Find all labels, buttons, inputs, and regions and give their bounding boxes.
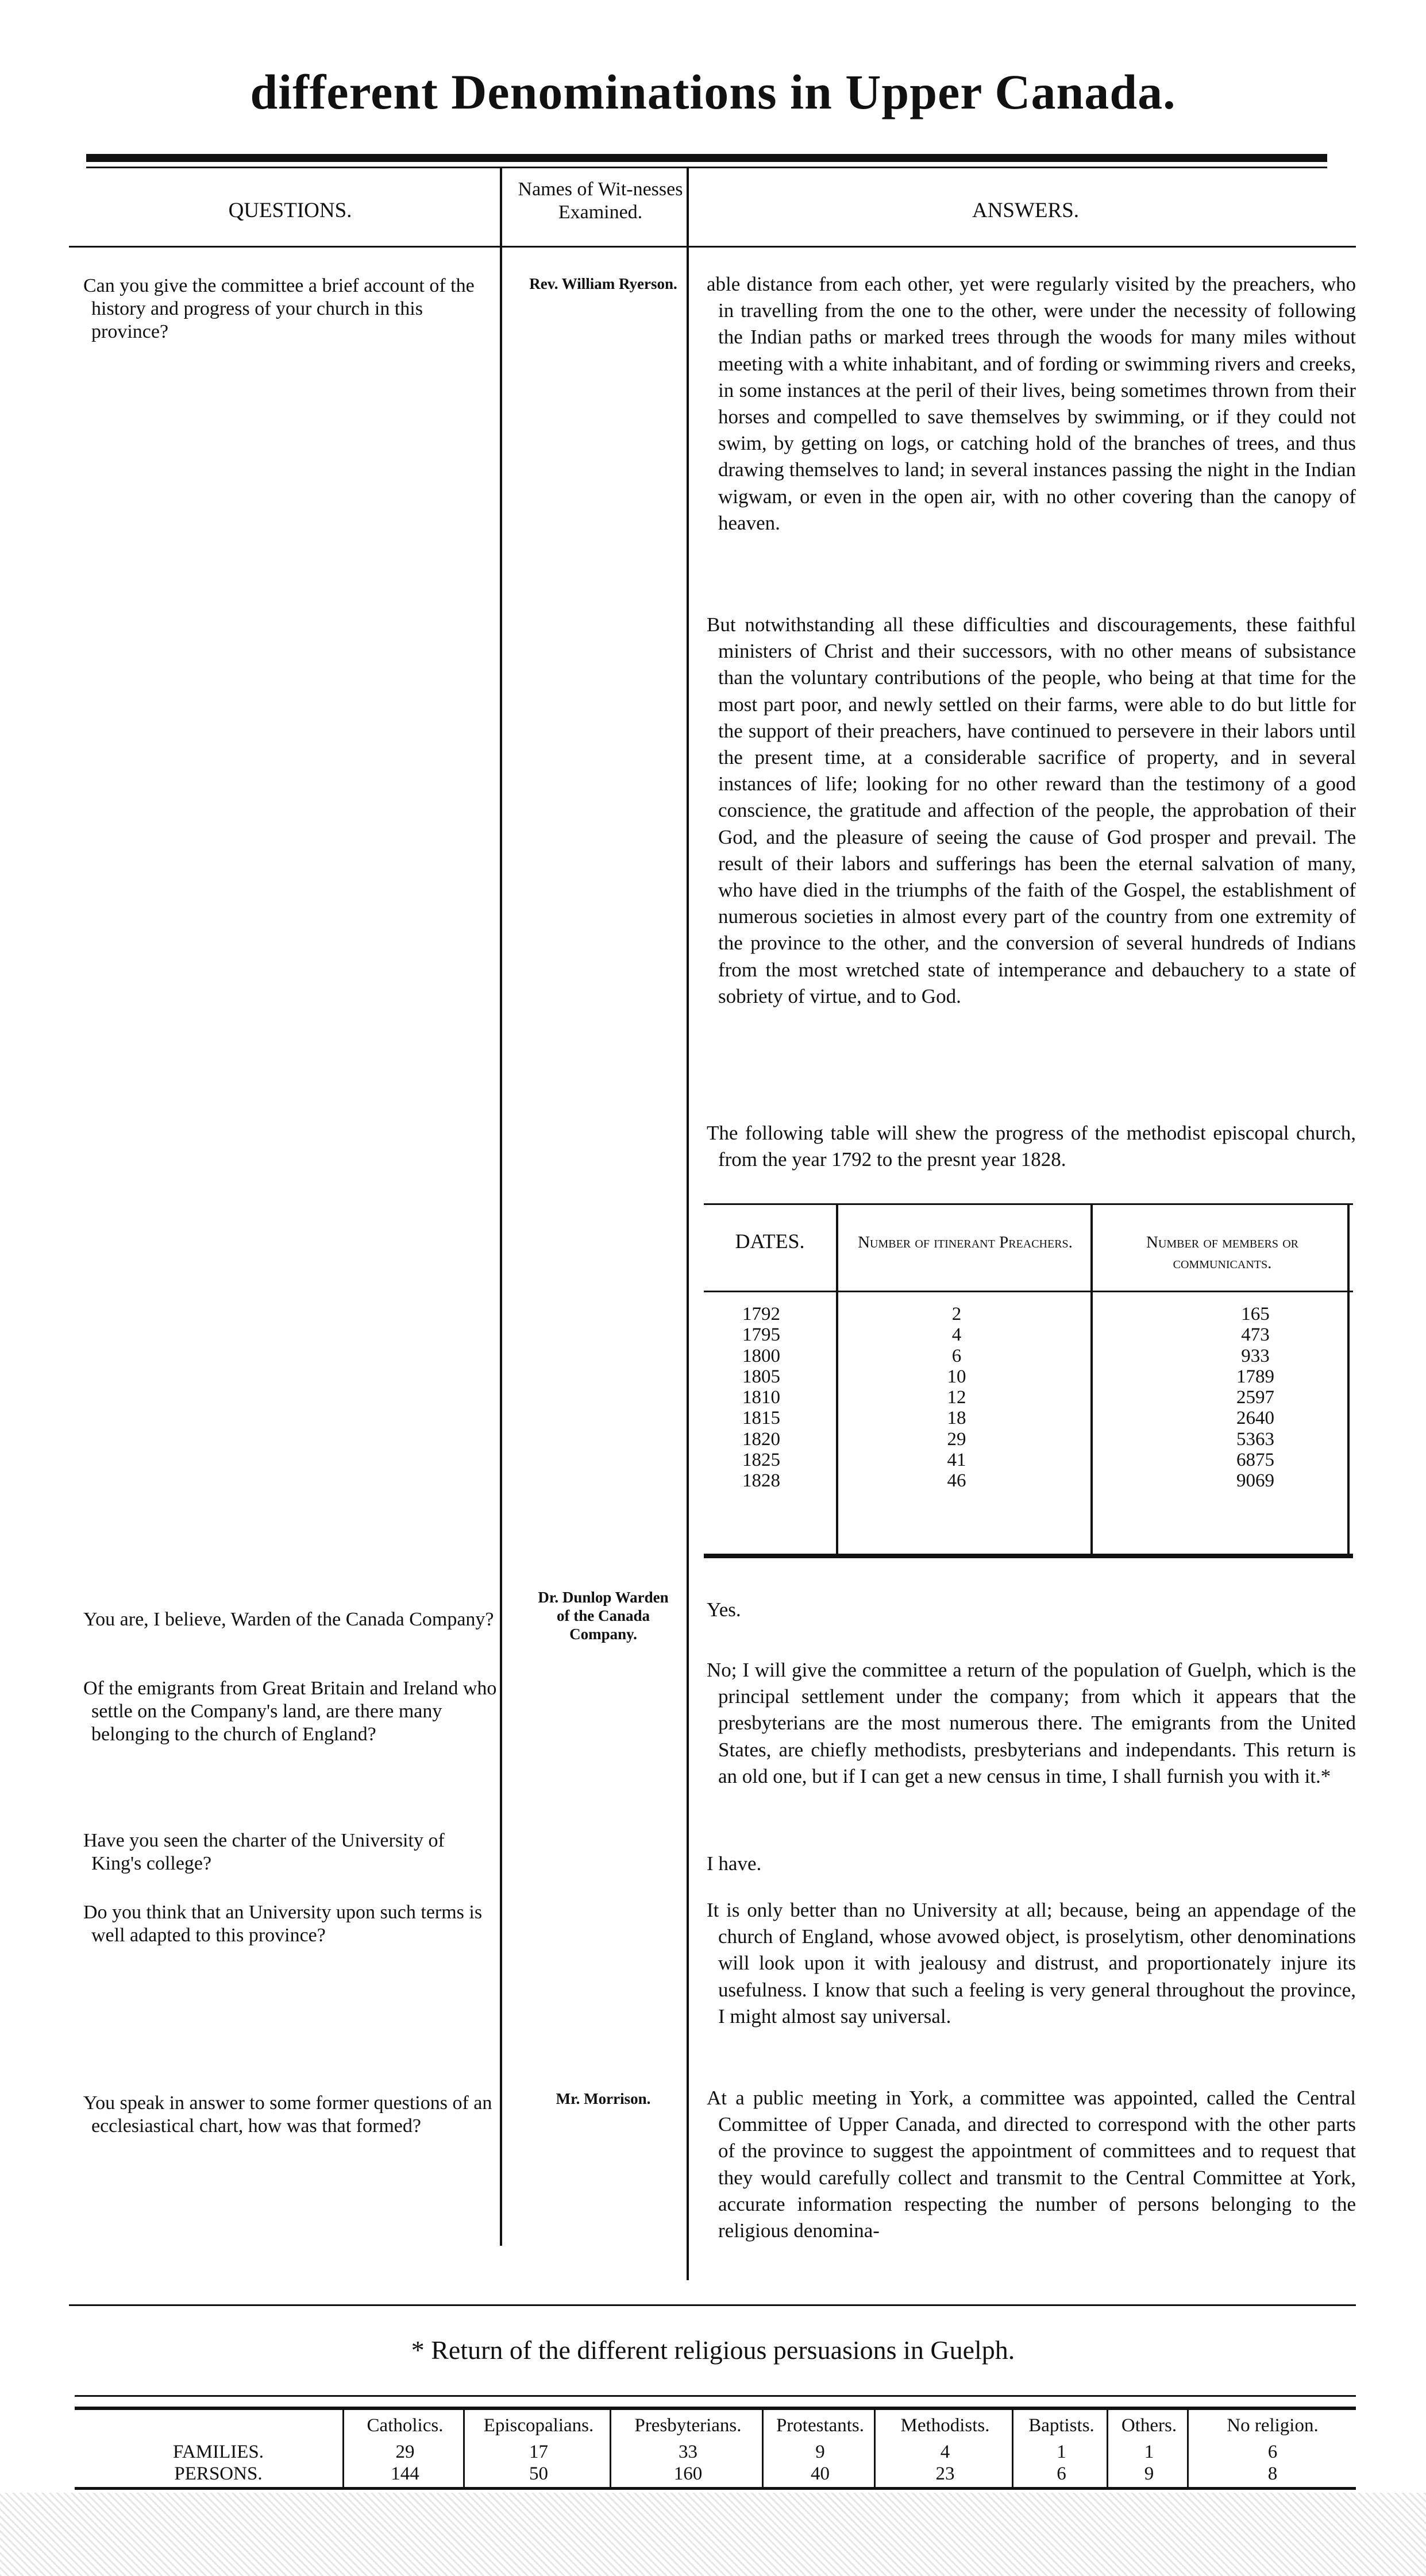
ptable-bottom-rule (704, 1554, 1353, 1558)
guelph-col-header: No religion. (1227, 2415, 1319, 2436)
ptable-cell-members: 5363 (1236, 1428, 1274, 1450)
guelph-col-divider (342, 2407, 344, 2487)
ptable-col-members (1215, 1304, 1296, 1492)
ptable-col-dates (727, 1304, 796, 1492)
ptable-header-preachers: Number of itinerant Preachers. (858, 1233, 1073, 1252)
guelph-col-header: Presbyterians. (634, 2415, 742, 2436)
footer-rule-mid (75, 2395, 1356, 2397)
guelph-col-divider (1187, 2407, 1189, 2487)
ptable-cell-dates: 1810 (742, 1387, 780, 1408)
ptable-cell-dates: 1800 (742, 1345, 780, 1366)
header-rule-thick (86, 154, 1327, 162)
ptable-col-preachers (922, 1304, 991, 1492)
guelph-cell-persons: 6 (1057, 2463, 1066, 2484)
ptable-cell-preachers: 10 (947, 1366, 966, 1387)
guelph-col-header: Protestants. (776, 2415, 865, 2436)
ptable-cell-preachers: 18 (947, 1408, 966, 1429)
ptable-cell-preachers: 4 (951, 1324, 962, 1346)
ptable-div-1 (836, 1203, 838, 1554)
guelph-cell-families: 1 (1144, 2442, 1154, 2462)
col-divider-2 (687, 167, 689, 2280)
page-title: different Denominations in Upper Canada. (250, 64, 1176, 119)
guelph-col-header: Baptists. (1028, 2415, 1094, 2436)
witnesses-header: Names of Wit-nesses Examined. (518, 179, 683, 223)
footer-title: * Return of the different religious persuasions in Guelph. (411, 2335, 1015, 2365)
ptable-header-members: Number of members or communicants. (1146, 1233, 1298, 1272)
ptable-cell-members: 1789 (1236, 1366, 1274, 1387)
guelph-cell-families: 33 (679, 2442, 697, 2462)
ptable-cell-preachers: 12 (947, 1387, 966, 1408)
ptable-cell-preachers: 46 (947, 1470, 966, 1492)
guelph-col-header: Episcopalians. (483, 2415, 594, 2436)
ptable-cell-dates: 1828 (742, 1470, 780, 1492)
ptable-cell-preachers: 29 (947, 1428, 966, 1450)
ptable-div-3 (1347, 1203, 1350, 1554)
answer-history-p3: The following table will shew the progress of the methodist episcopal church, from the year 1792 to the presnt year 1828. (707, 1122, 1356, 1171)
ptable-header-dates: DATES. (735, 1230, 805, 1253)
answer-university: It is only better than no University at all; because, being an appendage of the church of England, whose avowed object, is proselytism, other denominations will look upon it with jealousy and distrust, and proportionately injure its usefulness. I know that such a feeling is very general throughout the province, I might almost say universal. (707, 1899, 1356, 2027)
answer-history-p2: But notwithstanding all these difficulties and discouragements, these faithful ministers of Christ and their successors, with no other means of subsistance than the voluntary contributions of the people, who being at that time for the most part poor, and newly settled on their farms, were able to do but little for the support of their preachers, have continued to persevere in their labors until the present time, at a considerable sacrifice of property, and in several instances of life; looking for no other reward than the testimony of a good conscience, the gratitude and affection of the people, the approbation of their God, and the pleasure of seeing the cause of God prosper and prevail. The result of their labors and sufferings has been the eternal salvation of many, who have died in the triumphs of the faith of the Gospel, the establishment of numerous societies in almost every part of the country from one extremity of the province to the other, and the conversion of several hundreds of Indians from the most wretched state of intemperance and debauchery to a state of sobriety of virtue, and to God. (707, 613, 1356, 1007)
question-charter: Have you seen the charter of the University of King's college? (83, 1830, 445, 1874)
guelph-col-divider (463, 2407, 465, 2487)
ptable-cell-dates: 1805 (742, 1366, 780, 1387)
guelph-col-header: Catholics. (367, 2415, 444, 2436)
answer-warden: Yes. (707, 1598, 741, 1621)
ptable-cell-members: 165 (1241, 1304, 1270, 1324)
witness-morrison: Mr. Morrison. (556, 2090, 651, 2107)
guelph-col-divider (610, 2407, 611, 2487)
answer-chart: At a public meeting in York, a committee was appointed, called the Central Committee of Upper Canada, and directed to correspond with the other parts of the province to suggest the appointment of committees and to request that they would carefully collect and transmit to the Central Committee at York, accurate information respecting the number of persons belonging to the religious denomina- (707, 2087, 1356, 2242)
ptable-cell-members: 6875 (1236, 1450, 1274, 1471)
progress-table (704, 1203, 1353, 1562)
guelph-cell-persons: 9 (1144, 2463, 1154, 2484)
ptable-cell-preachers: 6 (951, 1345, 962, 1366)
guelph-cell-families: 17 (529, 2442, 548, 2462)
guelph-cell-families: 4 (940, 2442, 950, 2462)
header-rule-thin (86, 167, 1327, 168)
question-university: Do you think that an University upon such terms is well adapted to this province? (83, 1902, 483, 1946)
ptable-cell-members: 9069 (1236, 1470, 1274, 1492)
guelph-cell-families: 9 (815, 2442, 825, 2462)
ptable-cell-dates: 1792 (742, 1304, 780, 1324)
ptable-cell-preachers: 41 (947, 1450, 966, 1471)
questions-header: QUESTIONS. (228, 199, 352, 222)
ptable-cell-dates: 1820 (742, 1428, 780, 1450)
guelph-col-divider (1107, 2407, 1108, 2487)
ptable-cell-members: 2597 (1236, 1387, 1274, 1408)
guelph-table-bottom-rule (75, 2487, 1356, 2490)
witness-dunlop: Dr. Dunlop Warden of the Canada Company. (538, 1589, 669, 1643)
guelph-col-divider (762, 2407, 764, 2487)
question-warden: You are, I believe, Warden of the Canada Company? (83, 1609, 494, 1630)
answer-history-p1: able distance from each other, yet were regularly visited by the preachers, who in travelling from the one to the other, were under the necessity of following the Indian paths or marked trees through the woods for many miles without meeting with a white inhabitant, and of fording or swimming rivers and creeks, in some instances at the peril of their lives, being sometimes thrown from their horses and compelled to save themselves by swimming, or if they could not swim, by getting on logs, or catching hold of the branches of trees, and thus drawing themselves to land; in several instances passing the night in the Indian wigwam, or even in the open air, with no other covering than the canopy of heaven. (707, 273, 1356, 534)
guelph-cell-persons: 160 (673, 2463, 703, 2484)
guelph-col-header: Others. (1121, 2415, 1177, 2436)
guelph-cell-persons: 8 (1267, 2463, 1278, 2484)
footer-rule-top (69, 2304, 1356, 2306)
ptable-top-rule (704, 1203, 1353, 1205)
row-label-persons: PERSONS. (174, 2463, 263, 2484)
col-divider-1 (500, 167, 502, 2246)
guelph-table (75, 2407, 1356, 2490)
question-emigrants: Of the emigrants from Great Britain and Ireland who settle on the Company's land, are there many belonging to the church of England? (83, 1678, 497, 1745)
guelph-table-top-rule (75, 2407, 1356, 2410)
guelph-cell-families: 1 (1057, 2442, 1066, 2462)
guelph-col-divider (1012, 2407, 1013, 2487)
ptable-cell-members: 473 (1241, 1324, 1270, 1346)
ptable-div-2 (1090, 1203, 1093, 1554)
guelph-cell-persons: 144 (391, 2463, 419, 2484)
guelph-cell-persons: 40 (811, 2463, 830, 2484)
answer-emigrants: No; I will give the committee a return of the population of Guelph, which is the principal settlement under the company; from which it appears that the presbyterians are the most numerous there. The emigrants from the United States, are chiefly methodists, presbyterians and independants. This return is an old one, but if I can get a new census in time, I shall furnish you with it.* (707, 1659, 1356, 1787)
ptable-cell-dates: 1795 (742, 1324, 780, 1346)
row-label-families: FAMILIES. (173, 2442, 264, 2462)
ptable-cell-preachers: 2 (951, 1304, 962, 1324)
page-edge-texture (0, 2493, 1426, 2576)
guelph-cell-persons: 50 (529, 2463, 548, 2484)
answer-charter: I have. (707, 1852, 762, 1875)
question-history: Can you give the committee a brief account of the history and progress of your church in this province? (83, 275, 475, 342)
ptable-cell-dates: 1815 (742, 1408, 780, 1429)
question-chart: You speak in answer to some former questions of an ecclesiastical chart, how was that formed? (83, 2092, 492, 2137)
ptable-cell-dates: 1825 (742, 1450, 780, 1471)
guelph-cell-persons: 23 (935, 2463, 955, 2484)
witness-ryerson: Rev. William Ryerson. (529, 275, 677, 292)
guelph-col-header: Methodists. (900, 2415, 990, 2436)
guelph-cell-families: 6 (1267, 2442, 1278, 2462)
ptable-cell-members: 2640 (1236, 1408, 1274, 1429)
header-bottom-rule (69, 246, 1356, 248)
guelph-col-divider (874, 2407, 876, 2487)
ptable-head-rule (704, 1291, 1353, 1292)
guelph-cell-families: 29 (395, 2442, 415, 2462)
ptable-cell-members: 933 (1241, 1345, 1270, 1366)
answers-header: ANSWERS. (972, 199, 1080, 222)
